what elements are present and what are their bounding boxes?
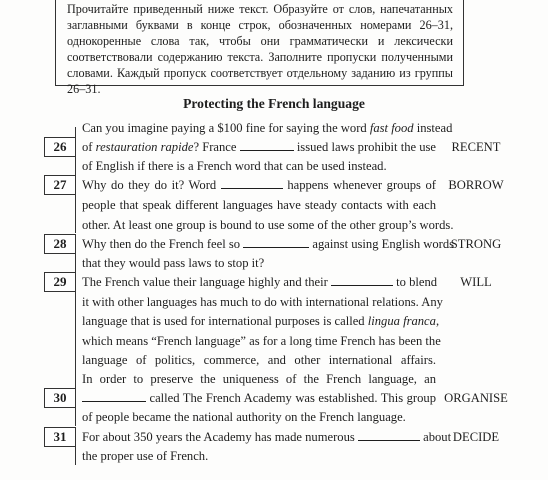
line-text: called The French Academy was established. This group — [149, 391, 436, 405]
line-text: Can you imagine paying a $100 fine for saying the word — [82, 121, 370, 135]
text-line — [82, 407, 436, 427]
text-line — [82, 331, 441, 351]
instructions-box — [55, 0, 464, 96]
answer-blank[interactable] — [358, 429, 420, 441]
answer-blank[interactable] — [221, 177, 283, 189]
line-text: issued laws prohibit the use — [296, 140, 437, 154]
italic-term: lingua franca — [367, 314, 436, 328]
text-line — [82, 369, 436, 389]
line-text: of people became the national authority on the French language. — [82, 410, 406, 424]
base-word-30: ORGANISE — [444, 391, 508, 405]
text-line — [82, 311, 440, 331]
line-text: Why then do the French feel so — [82, 237, 241, 251]
line-text: The French value their language highly and their — [82, 275, 328, 289]
answer-blank[interactable] — [243, 236, 309, 248]
text-line — [82, 388, 436, 408]
line-text: of English if there is a French word that can be used instead. — [82, 159, 387, 173]
task-number-30: 30 — [44, 388, 76, 408]
text-line — [82, 427, 452, 447]
line-text: against using English words — [312, 237, 455, 251]
task-number-28: 28 — [44, 234, 76, 254]
line-text: ? France — [193, 140, 237, 154]
text-line — [82, 156, 436, 176]
line-text: In order to preserve the uniqueness of the French language, an — [82, 372, 436, 386]
line-text: Why do they do it? Word — [82, 178, 217, 192]
italic-term: restauration rapide — [95, 140, 194, 154]
base-word-31: DECIDE — [452, 430, 500, 444]
text-line — [82, 118, 453, 138]
instructions-text: Прочитайте приведенный ниже текст. Образуйте от слов, напечатанных заглавными буквами в конце строк, обозначенных номерами 26–31, однокоренные слова так, чтобы они грамматически и лексически соответствовали содержанию текста. Заполните пропуски полученными словами. Каждый пропуск соответствует отдельному заданию из группы 26–31. — [67, 2, 453, 96]
text-line — [82, 292, 443, 312]
line-text: other. At least one group is bound to use some of the other group’s words. — [82, 218, 454, 232]
line-text: it with other languages has much to do with international relations. Any — [82, 295, 443, 309]
task-number-31: 31 — [44, 427, 76, 447]
base-word-27: BORROW — [448, 178, 504, 192]
line-text: language of politics, commerce, and other international affairs. — [82, 353, 436, 367]
text-line — [82, 234, 455, 254]
text-line — [82, 446, 436, 466]
text-line — [82, 175, 436, 195]
text-line — [82, 253, 436, 273]
base-word-29: WILL — [460, 275, 492, 289]
line-text: For about 350 years the Academy has made numerous — [82, 430, 355, 444]
line-text: about — [423, 430, 452, 444]
text-line — [82, 350, 436, 370]
answer-blank[interactable] — [331, 274, 393, 286]
answer-blank[interactable] — [240, 139, 294, 151]
answer-blank[interactable] — [82, 390, 146, 402]
line-text: which means “French language” as for a long time French has been the — [82, 334, 441, 348]
line-text: that they would pass laws to stop it? — [82, 256, 265, 270]
text-line — [82, 195, 436, 215]
line-text: of — [82, 140, 96, 154]
task-number-27: 27 — [44, 175, 76, 195]
text-line — [82, 215, 454, 235]
line-text: to blend — [396, 275, 438, 289]
text-title: Protecting the French language — [183, 96, 365, 111]
line-text: instead — [413, 121, 453, 135]
text-line — [82, 272, 436, 292]
text-line — [82, 137, 436, 157]
line-text: the proper use of French. — [82, 449, 209, 463]
line-text: , — [435, 314, 440, 328]
line-text: people that speak different languages have steady contacts with each — [82, 198, 436, 212]
line-text: happens whenever groups of — [287, 178, 436, 192]
italic-term: fast food — [369, 121, 414, 135]
base-word-26: RECENT — [451, 140, 501, 154]
task-number-29: 29 — [44, 272, 76, 292]
line-text: language that is used for international purposes is called — [82, 314, 368, 328]
base-word-28: STRONG — [450, 237, 502, 251]
task-number-26: 26 — [44, 137, 76, 157]
